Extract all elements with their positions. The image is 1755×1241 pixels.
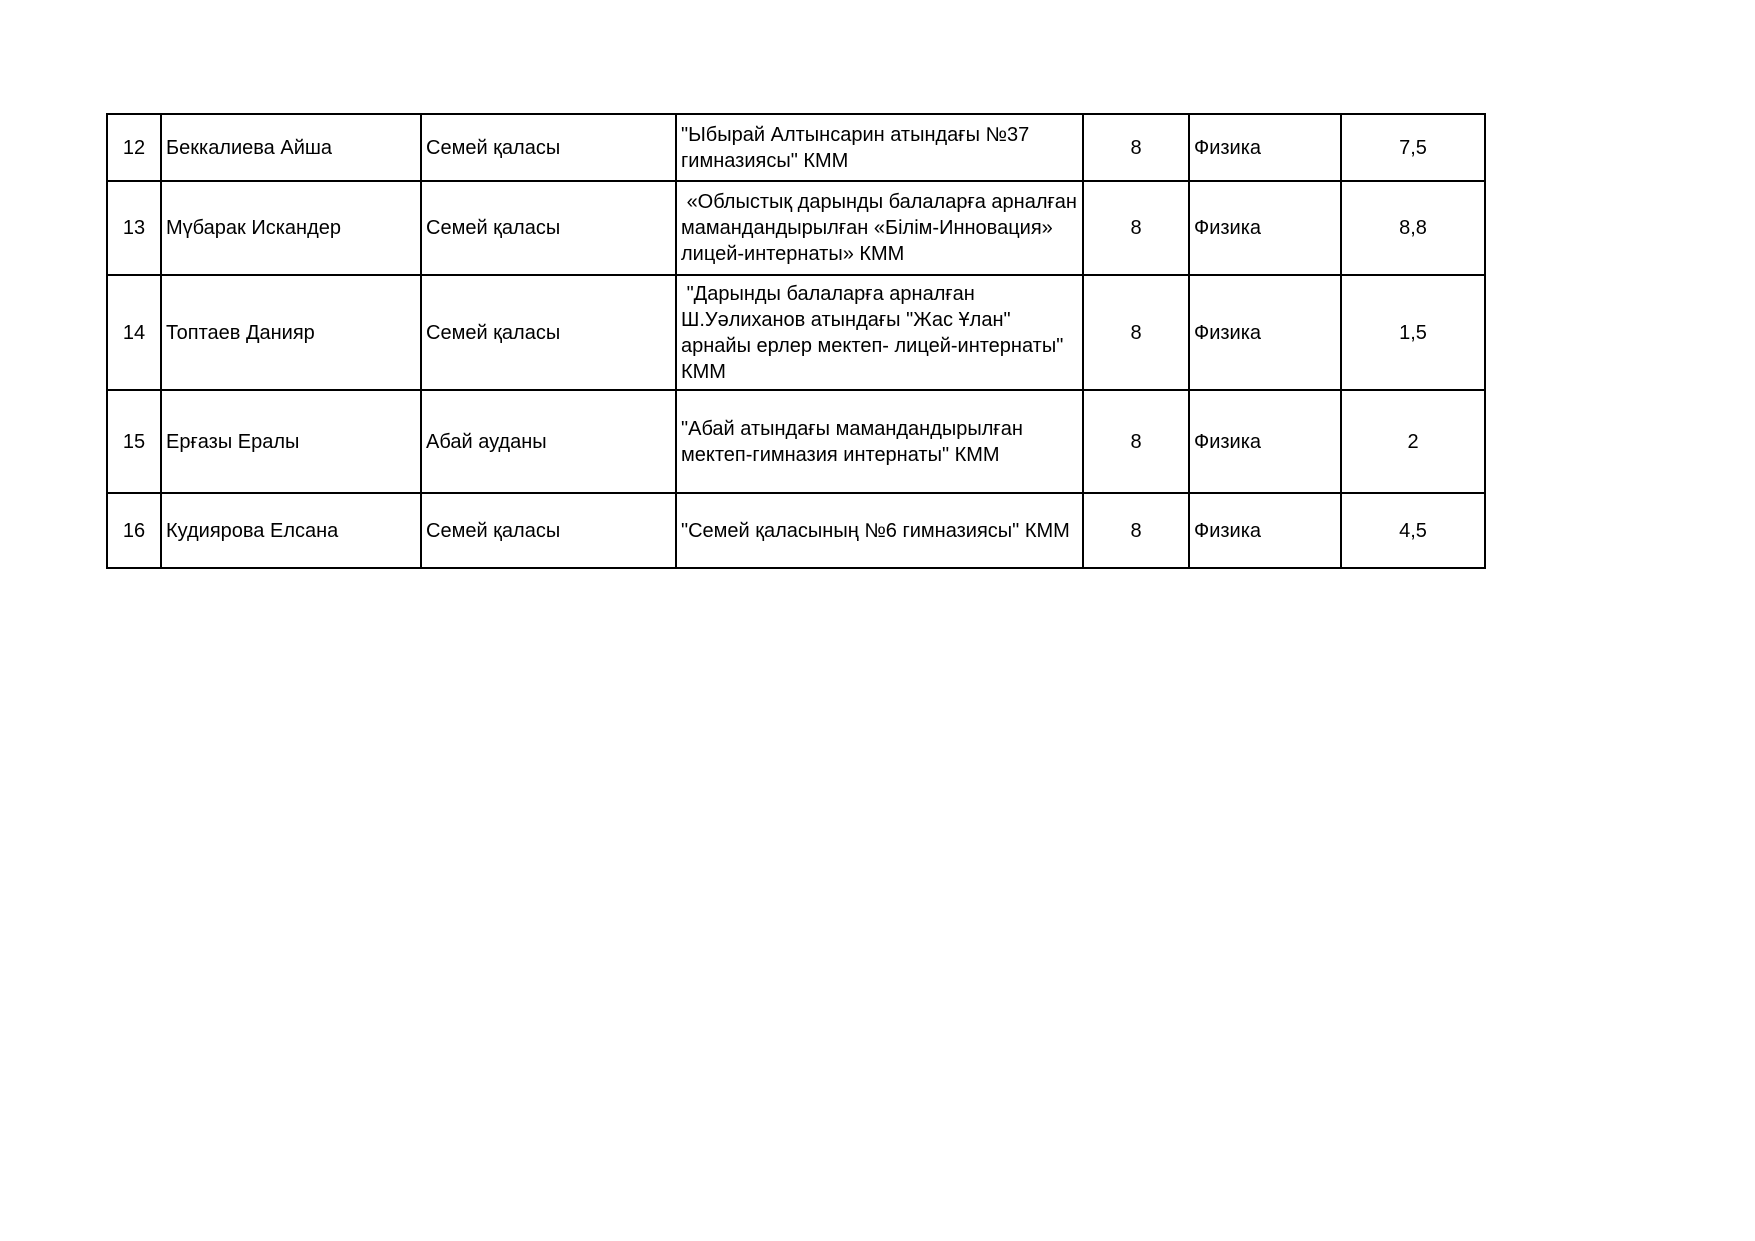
row-number-cell: 12 [107,114,161,181]
student-name-cell: Топтаев Данияр [161,275,421,390]
table-row [107,390,1485,493]
school-cell: "Дарынды балаларға арналған Ш.Уәлиханов атындағы "Жас Ұлан" арнайы ерлер мектеп- лицей-интернаты" КММ [676,275,1083,390]
school-cell: «Облыстық дарынды балаларға арналған мамандандырылған «Білім-Инновация» лицей-интернаты» КММ [676,181,1083,275]
school-cell: "Абай атындағы мамандандырылған мектеп-гимназия интернаты" КММ [676,390,1083,493]
grade-cell: 8 [1083,114,1189,181]
results-table [106,113,1486,569]
score-cell: 7,5 [1341,114,1485,181]
subject-cell: Физика [1189,114,1341,181]
grade-cell: 8 [1083,275,1189,390]
score-cell: 8,8 [1341,181,1485,275]
school-cell: "Семей қаласының №6 гимназиясы" КММ [676,493,1083,568]
row-number-cell: 16 [107,493,161,568]
student-name-cell: Ерғазы Ералы [161,390,421,493]
subject-cell: Физика [1189,390,1341,493]
grade-cell: 8 [1083,493,1189,568]
grade-cell: 8 [1083,181,1189,275]
score-cell: 1,5 [1341,275,1485,390]
row-number-cell: 14 [107,275,161,390]
student-name-cell: Беккалиева Айша [161,114,421,181]
score-cell: 4,5 [1341,493,1485,568]
student-name-cell: Кудиярова Елсана [161,493,421,568]
region-cell: Абай ауданы [421,390,676,493]
row-number-cell: 13 [107,181,161,275]
region-cell: Семей қаласы [421,181,676,275]
table-row [107,275,1485,390]
subject-cell: Физика [1189,181,1341,275]
region-cell: Семей қаласы [421,493,676,568]
table-row [107,114,1485,181]
subject-cell: Физика [1189,493,1341,568]
table-row [107,493,1485,568]
row-number-cell: 15 [107,390,161,493]
grade-cell: 8 [1083,390,1189,493]
school-cell: "Ыбырай Алтынсарин атындағы №37 гимназиясы" КММ [676,114,1083,181]
region-cell: Семей қаласы [421,114,676,181]
table-row [107,181,1485,275]
student-name-cell: Мүбарак Искандер [161,181,421,275]
subject-cell: Физика [1189,275,1341,390]
region-cell: Семей қаласы [421,275,676,390]
score-cell: 2 [1341,390,1485,493]
